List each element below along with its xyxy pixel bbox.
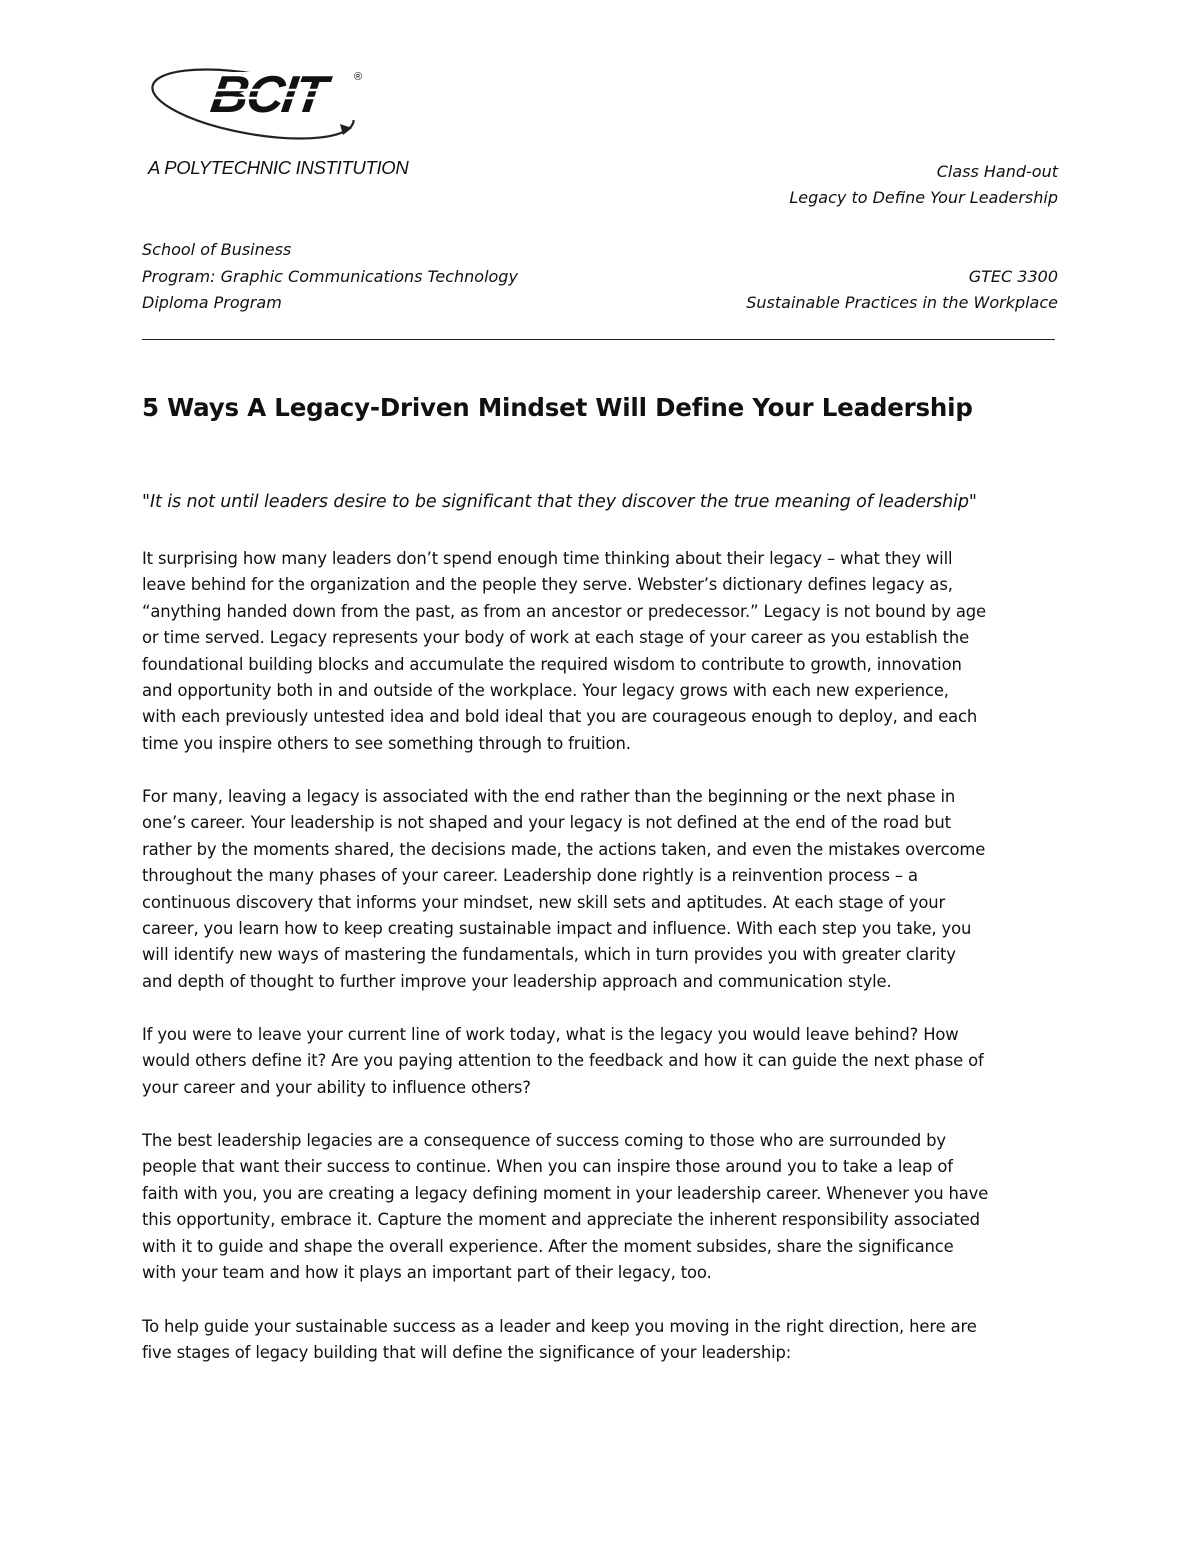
paragraph-line: If you were to leave your current line of work today, what is the legacy you would leave behind? How [142,1025,959,1044]
registered-mark: ® [354,71,363,83]
paragraph-line: faith with you, you are creating a legacy defining moment in your leadership career. Whenever you have [142,1183,989,1203]
course-name: Sustainable Practices in the Workplace [746,293,1058,312]
paragraph-line: time you inspire others to see something through to fruition. [142,733,631,753]
paragraph-2 [142,784,1072,995]
paragraph-line: with each previously untested idea and bold ideal that you are courageous enough to deploy, and each [142,707,978,727]
paragraph-line: For many, leaving a legacy is associated with the end rather than the beginning or the next phase in [142,787,956,806]
school-name: School of Business [142,240,292,259]
paragraph-line: five stages of legacy building that will define the significance of your leadership: [142,1343,792,1363]
paragraph-line: career, you learn how to keep creating sustainable impact and influence. With each step you take, you [142,919,972,939]
paragraph-line: The best leadership legacies are a consequence of success coming to those who are surrounded by [142,1131,946,1150]
paragraph-5 [142,1314,1072,1367]
paragraph-line: continuous discovery that informs your mindset, new skill sets and aptitudes. At each stage of your [142,892,946,912]
paragraph-line: It surprising how many leaders don’t spend enough time thinking about their legacy – what they will [142,549,953,568]
program-type: Diploma Program [142,293,282,312]
paragraph-line: would others define it? Are you paying attention to the feedback and how it can guide the next phase of [142,1051,984,1071]
paragraph-line: with it to guide and shape the overall experience. After the moment subsides, share the significance [142,1236,954,1256]
paragraph-line: will identify new ways of mastering the fundamentals, which in turn provides you with greater clarity [142,945,956,965]
paragraph-line: and depth of thought to further improve your leadership approach and communication style. [142,971,892,991]
doc-type: Class Hand-out [936,162,1058,181]
program-name: Program: Graphic Communications Technology [142,267,518,286]
bcit-logo-text: BCIT [207,66,329,124]
paragraph-line: leave behind for the organization and the people they serve. Webster’s dictionary defines legacy as, [142,575,953,595]
paragraph-line: and opportunity both in and outside of the workplace. Your legacy grows with each new experience, [142,681,949,701]
institution-tagline: A POLYTECHNIC INSTITUTION [148,157,409,178]
paragraph-4 [142,1128,1072,1286]
header-divider [142,339,1055,340]
paragraph-line: this opportunity, embrace it. Capture the moment and appreciate the inherent responsibility associated [142,1210,980,1230]
paragraph-line: or time served. Legacy represents your body of work at each stage of your career as you establish the [142,628,970,648]
paragraph-line: throughout the many phases of your career. Leadership done rightly is a reinvention process – a [142,866,918,886]
doc-title: Legacy to Define Your Leadership [789,188,1058,207]
paragraph-line: rather by the moments shared, the decisions made, the actions taken, and even the mistakes overcome [142,839,986,859]
article-title: 5 Ways A Legacy-Driven Mindset Will Define Your Leadership [142,393,973,422]
paragraph-line: one’s career. Your leadership is not shaped and your legacy is not defined at the end of the road but [142,813,951,833]
paragraph-3 [142,1022,1072,1101]
paragraph-line: with your team and how it plays an important part of their legacy, too. [142,1263,712,1283]
paragraph-line: your career and your ability to influence others? [142,1077,531,1097]
article-quote: "It is not until leaders desire to be significant that they discover the true meaning of leadership" [142,492,977,512]
paragraph-line: “anything handed down from the past, as from an ancestor or predecessor.” Legacy is not bound by age [142,601,986,621]
paragraph-1 [142,546,1072,757]
course-code: GTEC 3300 [968,267,1058,286]
paragraph-line: To help guide your sustainable success as a leader and keep you moving in the right direction, here are [142,1317,977,1336]
paragraph-line: people that want their success to continue. When you can inspire those around you to take a leap of [142,1157,953,1177]
paragraph-line: foundational building blocks and accumulate the required wisdom to contribute to growth, innovation [142,654,962,674]
